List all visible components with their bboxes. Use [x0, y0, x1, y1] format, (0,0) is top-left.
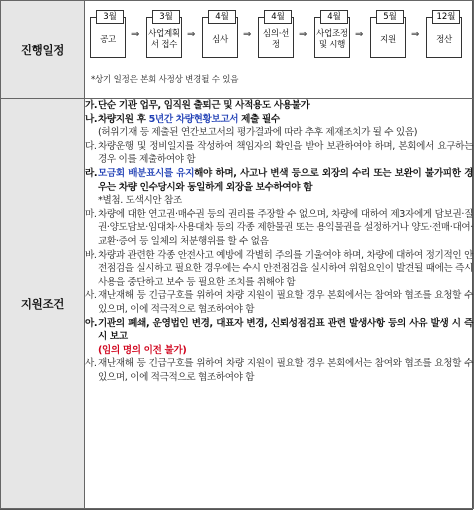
- step-month: 12월: [432, 10, 460, 24]
- item-text-part: 해야 하며, 사고나 변색 등으로 외장의 수리 또는 보완이 불가피한 경우는 차량 인수당시와 동일하게 외장을 보수하여야 함: [98, 167, 474, 193]
- step-name: 심의·선정: [258, 17, 294, 58]
- item-highlight: 5년간 차량현황보고서: [148, 113, 239, 125]
- schedule-note: *상기 일정은 본회 사정상 변경될 수 있음: [91, 75, 239, 85]
- item-marker: 가.: [85, 100, 98, 111]
- step-month: 4월: [208, 10, 236, 24]
- condition-ra-note: *별첨. 도색시안 참조: [98, 195, 182, 207]
- schedule-label: 진행일정: [1, 1, 85, 99]
- item-text: 차량과 관련한 각종 안전사고 예방에 각별히 주의를 기울여야 하며, 차량에 대하여 정기적인 안전점검을 실시하고 필요한 경우에는 수시 안전점검을 실시하여 위험요인이 발견될 때에는 즉시 사용을 중단하고 보수 등 필요한 조치를 취해야 함: [98, 249, 473, 288]
- schedule-cell: [85, 1, 474, 99]
- condition-na-note: (허위기재 등 제출된 연간보고서의 평가결과에 따라 추후 제재조치가 될 수 있음): [98, 127, 418, 139]
- condition-a: [85, 317, 473, 344]
- item-text: 재난재해 등 긴급구호를 위하여 차량 지원이 필요할 경우 본회에서는 참여와 협조를 요청할 수 있으며, 이에 적극적으로 협조하여야 함: [98, 358, 473, 383]
- step-name: 지원: [370, 17, 406, 58]
- condition-ma: [85, 208, 473, 249]
- item-marker: 마.: [85, 208, 97, 220]
- step-month: 3월: [152, 10, 180, 24]
- item-marker: 사.: [85, 290, 97, 302]
- step-month: 4월: [264, 10, 292, 24]
- condition-ba: [85, 249, 473, 290]
- item-marker: 나.: [85, 113, 98, 125]
- step-name: 심사: [202, 17, 238, 58]
- item-text-part: 제출 필수: [238, 113, 280, 125]
- step-name: 공고: [90, 17, 126, 58]
- flow-arrow-icon: ⇒: [355, 29, 364, 40]
- conditions-row: [1, 99, 474, 509]
- step-name: 정산: [426, 17, 462, 58]
- item-text: 차량에 대한 연고권·매수권 등의 권리를 주장할 수 없으며, 차량에 대하여 제3자에게 담보권·질권·양도담보·임대차·사용대차 등의 각종 제한물권 또는 용익물권을 설정하거나 양도·전매·대여·교환·증여 등 일체의 처분행위를 할 수 없음: [98, 208, 473, 247]
- conditions-cell: [85, 99, 474, 509]
- condition-ra: [85, 167, 473, 194]
- item-text: [98, 113, 473, 127]
- item-marker: 아.: [85, 317, 98, 329]
- condition-sa: [85, 289, 473, 316]
- step-month: 4월: [320, 10, 348, 24]
- condition-ga: [85, 99, 473, 113]
- item-text: 단순 기관 업무, 임직원 출퇴근 및 사적용도 사용불가: [98, 100, 310, 111]
- item-marker: 사.: [85, 358, 97, 370]
- item-marker: 다.: [85, 140, 97, 152]
- schedule-row: [1, 1, 474, 99]
- condition-sa-repeat: [85, 357, 473, 384]
- flow-arrow-icon: ⇒: [131, 29, 140, 40]
- schedule-flow: [85, 1, 473, 85]
- step-month: 5월: [376, 10, 404, 24]
- item-text-part: 차량지원 후: [98, 113, 149, 125]
- condition-a-warning: (임의 명의 이전 불가): [98, 344, 187, 356]
- step-name: 사업계획서 접수: [146, 17, 182, 58]
- flow-arrow-icon: ⇒: [299, 29, 308, 40]
- item-text: 재난재해 등 긴급구호를 위하여 차량 지원이 필요할 경우 본회에서는 참여와 협조를 요청할 수 있으며, 이에 적극적으로 협조하여야 함: [98, 290, 473, 315]
- flow-arrow-icon: ⇒: [411, 29, 420, 40]
- item-text: [98, 167, 473, 194]
- step-name: 사업조정 및 시행: [314, 17, 350, 58]
- condition-na: [85, 113, 473, 127]
- item-marker: 라.: [85, 167, 98, 179]
- item-highlight: 모금회 배분표시를 유지: [98, 167, 195, 179]
- flow-arrow-icon: ⇒: [243, 29, 252, 40]
- condition-da: [85, 140, 473, 167]
- item-text: 차량운행 및 정비일지를 작성하여 책임자의 확인을 받아 보관하여야 하며, 본회에서 요구하는 경우 이를 제출하여야 함: [98, 140, 473, 166]
- conditions-label: 지원조건: [1, 99, 85, 509]
- item-text: 기관의 폐쇄, 운영법인 변경, 대표자 변경, 신뢰성점검표 관련 발생사항 등의 사유 발생 시 즉시 보고: [98, 317, 473, 343]
- item-marker: 바.: [85, 249, 97, 261]
- step-month: 3월: [96, 10, 124, 24]
- flow-arrow-icon: ⇒: [187, 29, 196, 40]
